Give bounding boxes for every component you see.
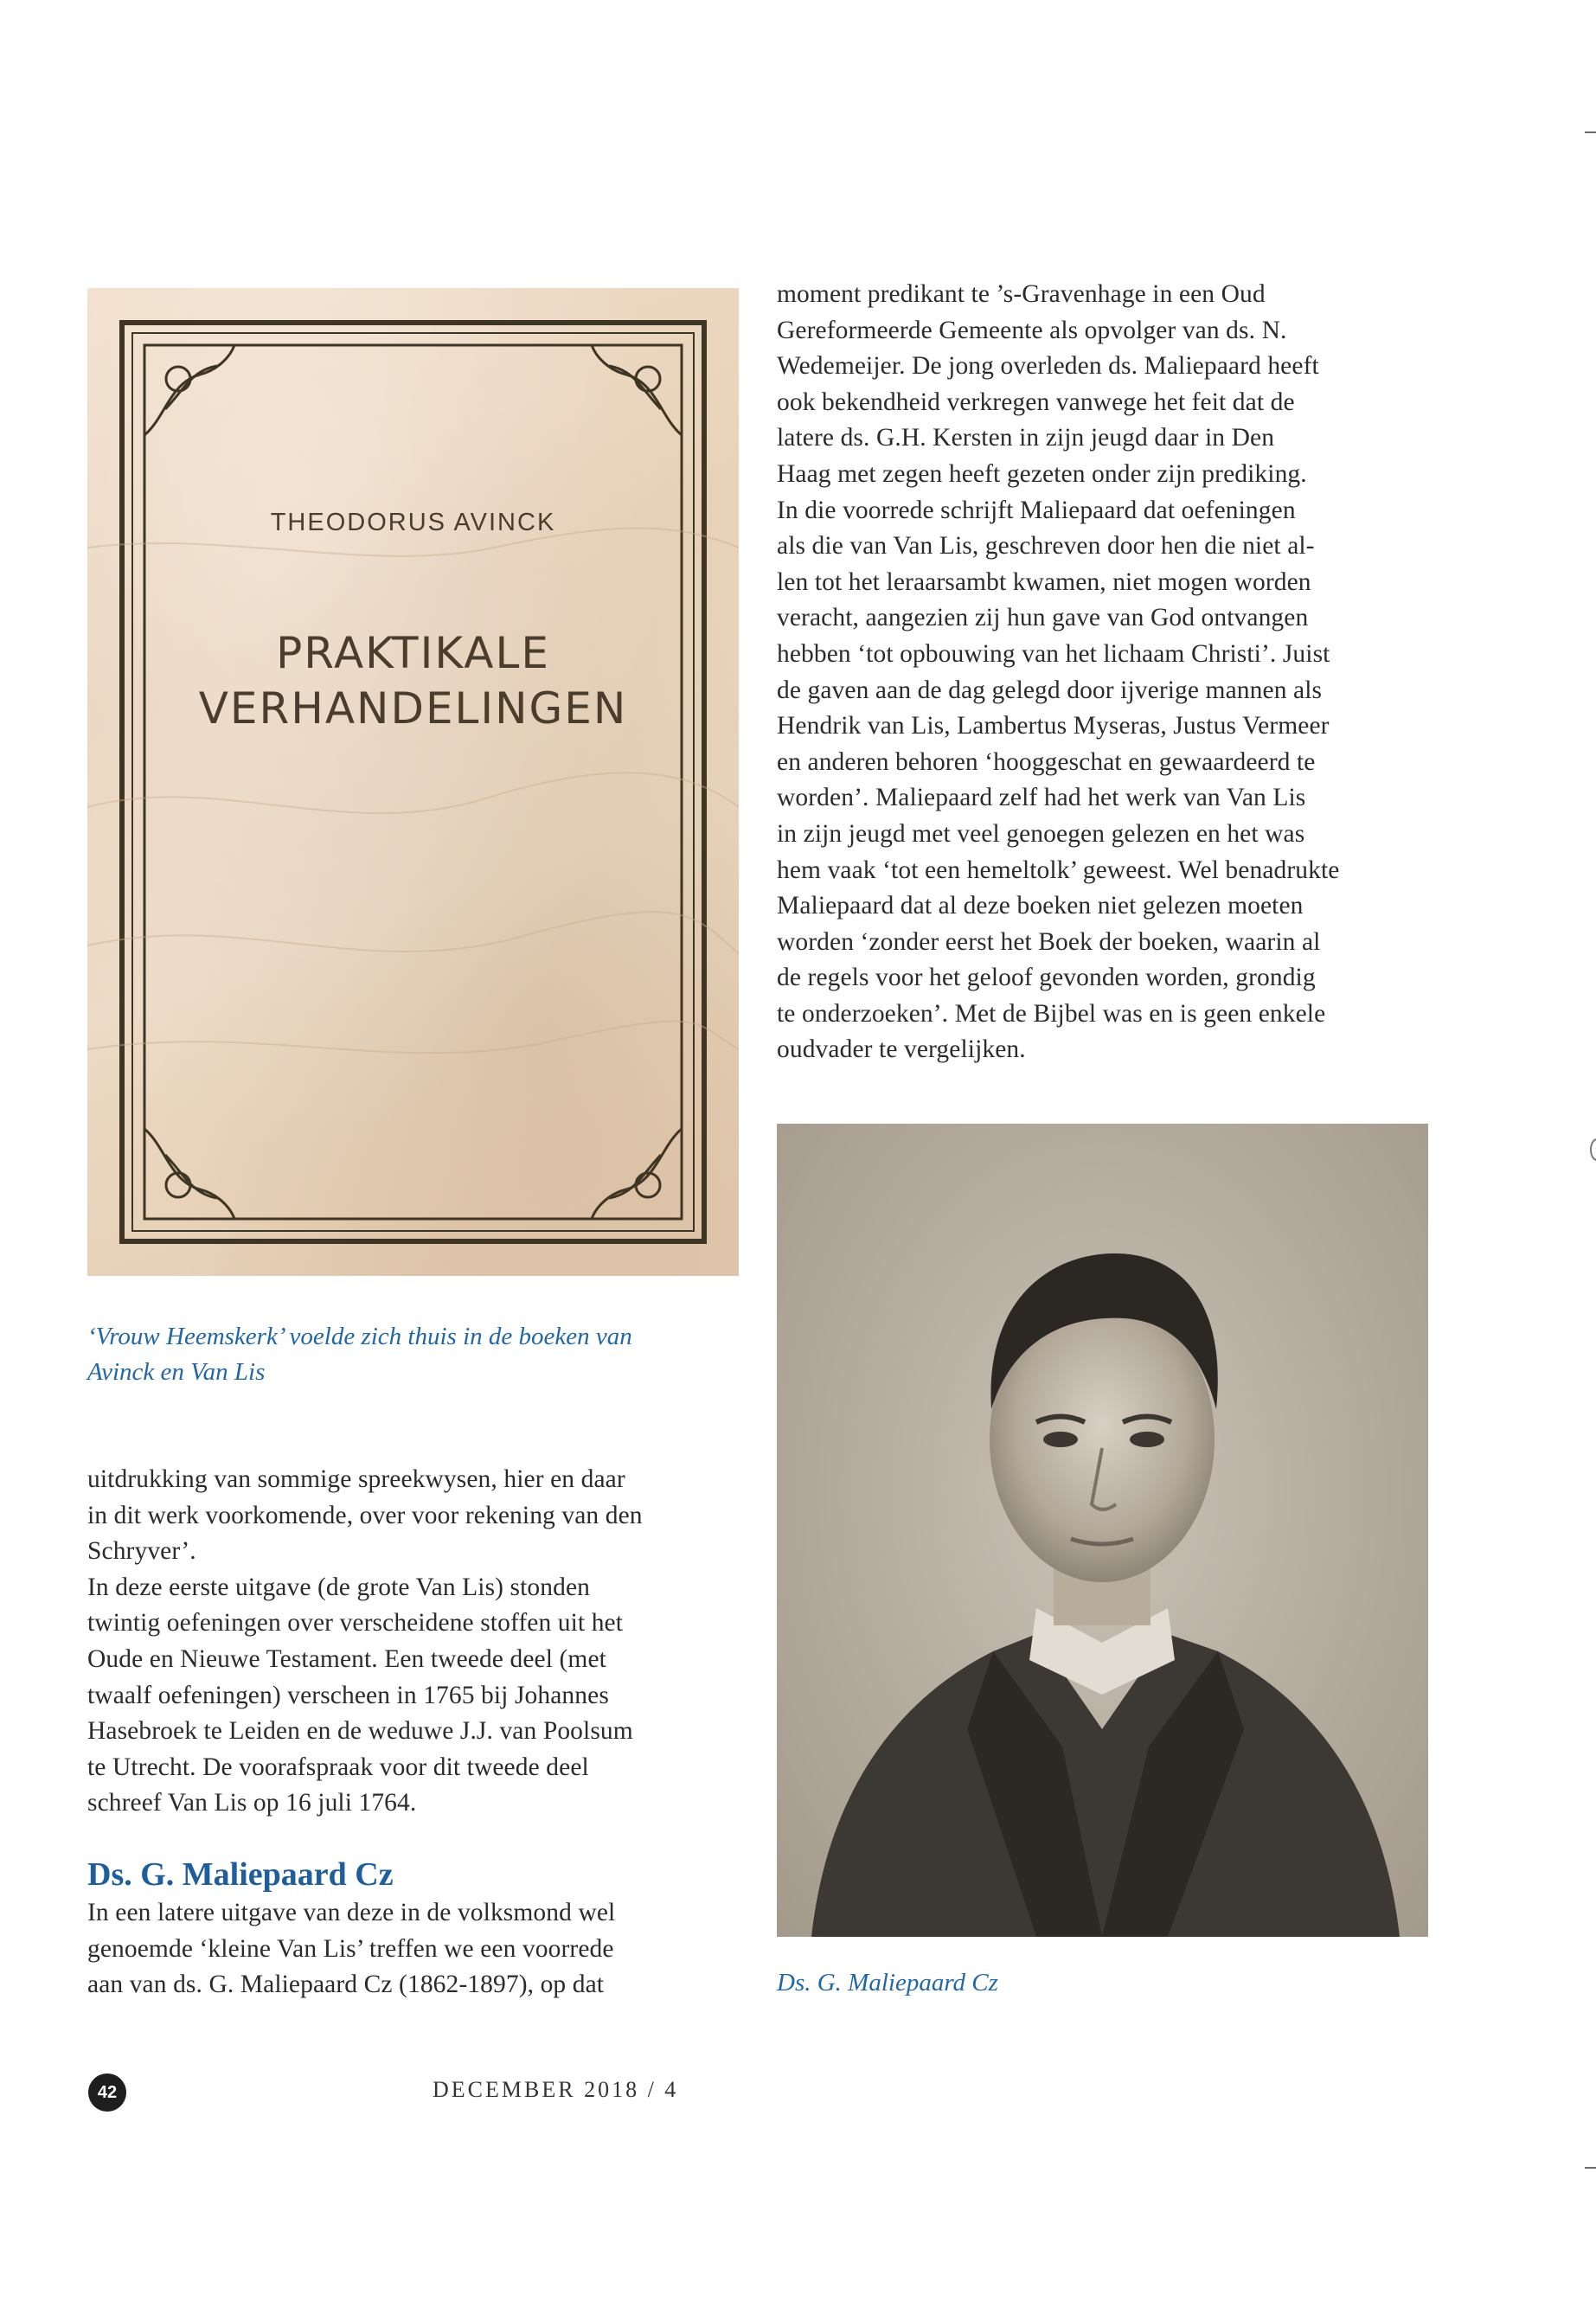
text-line: Hendrik van Lis, Lambertus Myseras, Justus Vermeer [777, 712, 1330, 740]
issue-label: DECEMBER 2018 / 4 [433, 2077, 679, 2102]
portrait-photo [777, 1124, 1428, 1937]
text-line: ook bekendheid verkregen vanwege het feit dat de [777, 388, 1295, 416]
text-line: aan van ds. G. Maliepaard Cz (1862-1897), op dat [87, 1971, 605, 1999]
text-line: In deze eerste uitgave (de grote Van Lis) stonden [87, 1573, 591, 1601]
caption-line: Avinck en Van Lis [87, 1358, 266, 1386]
text-line: in zijn jeugd met veel genoegen gelezen en het was [777, 819, 1305, 848]
text-line: Wedemeijer. De jong overleden ds. Maliepaard heeft [777, 352, 1319, 381]
text-line: In een latere uitgave van deze in de volksmond wel [87, 1899, 616, 1926]
text-line: als die van Van Lis, geschreven door hen die niet al- [777, 532, 1315, 561]
text-line: te onderzoeken’. Met de Bijbel was en is geen enkele [777, 999, 1326, 1028]
text-line: de regels voor het geloof gevonden worden, grondig [777, 964, 1316, 992]
crop-mark-bottom [1585, 2167, 1596, 2169]
portrait-figure [777, 1124, 1428, 1937]
text-line: len tot het leraarsambt kwamen, niet mogen worden [777, 567, 1311, 596]
text-line: oudvader te vergelijken. [777, 1035, 1026, 1064]
text-line: genoemde ‘kleine Van Lis’ treffen we een voorrede [87, 1934, 614, 1963]
text-line: Oude en Nieuwe Testament. Een tweede deel (met [87, 1644, 606, 1673]
book-title-line: VERHANDELINGEN [198, 683, 628, 734]
section-heading: Ds. G. Maliepaard Cz [87, 1856, 394, 1893]
text-line: Schryver’. [87, 1537, 196, 1566]
text-line: hebben ‘tot opbouwing van het lichaam Christi’. Juist [777, 639, 1330, 668]
text-line: Gereformeerde Gemeente als opvolger van ds. N. [777, 316, 1287, 344]
book-cover-image [87, 288, 739, 1276]
text-line: twaalf oefeningen) verscheen in 1765 bij Johannes [87, 1681, 609, 1709]
text-line: latere ds. G.H. Kersten in zijn jeugd daar in Den [777, 424, 1275, 452]
text-line: schreef Van Lis op 16 juli 1764. [87, 1789, 417, 1817]
right-column-text [777, 277, 1434, 1068]
text-line: en anderen behoren ‘hooggeschat en gewaardeerd te [777, 747, 1316, 776]
text-line: worden ‘zonder eerst het Boek der boeken, waarin al [777, 927, 1321, 956]
text-line: Haag met zegen heeft gezeten onder zijn prediking. [777, 459, 1307, 488]
text-line: te Utrecht. De voorafspraak voor dit tweede deel [87, 1753, 589, 1781]
caption-line: ‘Vrouw Heemskerk’ voelde zich thuis in de boeken van [87, 1323, 632, 1350]
crop-mark-top [1585, 131, 1596, 133]
text-line: Hasebroek te Leiden en de weduwe J.J. van Poolsum [87, 1717, 633, 1746]
text-line: In die voorrede schrijft Maliepaard dat oefeningen [777, 496, 1296, 524]
portrait-caption: Ds. G. Maliepaard Cz [777, 1969, 998, 1997]
text-line: worden’. Maliepaard zelf had het werk van Van Lis [777, 784, 1306, 812]
text-line: uitdrukking van sommige spreekwysen, hier en daar [87, 1465, 625, 1493]
left-column-text [87, 1462, 745, 1822]
text-line: moment predikant te ’s-Gravenhage in een Oud [777, 280, 1266, 308]
book-cover-frame [87, 288, 739, 1276]
registration-mark [1590, 1138, 1596, 1161]
page-number: 42 [88, 2073, 126, 2112]
section-text [87, 1895, 745, 2003]
text-line: in dit werk voorkomende, over voor rekening van den [87, 1501, 643, 1529]
book-caption [87, 1319, 745, 1390]
book-author: THEODORUS AVINCK [270, 509, 556, 536]
text-line: twintig oefeningen over verscheidene stoffen uit het [87, 1609, 624, 1638]
book-title [87, 625, 739, 736]
text-line: hem vaak ‘tot een hemeltolk’ geweest. Wel benadrukte [777, 856, 1340, 884]
book-title-line: PRAKTIKALE [276, 628, 550, 678]
text-line: Maliepaard dat al deze boeken niet gelezen moeten [777, 892, 1304, 920]
text-line: de gaven aan de dag gelegd door ijverige mannen als [777, 676, 1323, 704]
text-line: veracht, aangezien zij hun gave van God ontvangen [777, 604, 1309, 632]
